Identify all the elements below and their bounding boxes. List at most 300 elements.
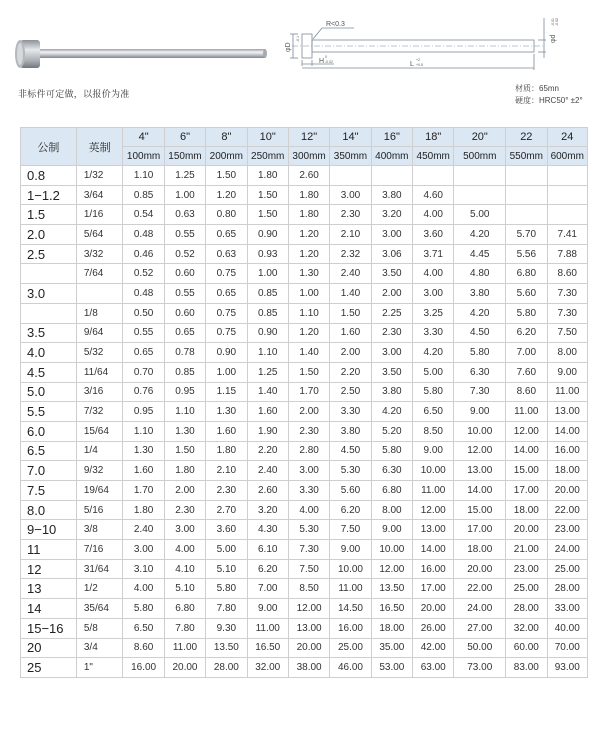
price-cell: 6.50 (413, 402, 454, 422)
price-cell: 5.80 (206, 579, 247, 599)
price-cell: 22.00 (547, 500, 588, 520)
price-cell: 1.15 (206, 382, 247, 402)
inch-size-cell: 1/32 (76, 166, 123, 186)
metric-size-cell: 14 (21, 599, 77, 619)
price-cell: 1.80 (123, 500, 164, 520)
head-height-tolerance-top: 0 (325, 55, 327, 59)
table-row (21, 618, 588, 638)
price-cell: 10.00 (454, 421, 506, 441)
price-cell: 0.48 (123, 284, 164, 304)
price-cell: 6.80 (371, 481, 412, 501)
price-cell: 0.75 (206, 303, 247, 323)
price-cell: 2.60 (247, 481, 288, 501)
length-header-inch: 24 (547, 128, 588, 147)
price-cell: 8.00 (547, 343, 588, 363)
price-cell: 0.55 (164, 225, 205, 245)
price-cell: 1.80 (288, 185, 329, 205)
price-cell: 12.00 (413, 500, 454, 520)
price-cell: 1.10 (288, 303, 329, 323)
price-cell: 7.30 (547, 303, 588, 323)
price-cell: 26.00 (413, 618, 454, 638)
price-cell: 8.50 (288, 579, 329, 599)
price-cell: 3.00 (371, 225, 412, 245)
price-cell: 1.00 (288, 284, 329, 304)
length-header-inch: 6" (164, 128, 205, 147)
price-cell: 3.50 (371, 362, 412, 382)
shank-diameter-tolerance-top: -0.01 (551, 18, 555, 26)
price-cell: 5.20 (371, 421, 412, 441)
price-cell: 7.30 (547, 284, 588, 304)
price-cell: 18.00 (547, 461, 588, 481)
metric-size-cell: 12 (21, 559, 77, 579)
price-cell: 2.30 (330, 205, 371, 225)
price-cell: 5.56 (506, 244, 547, 264)
price-cell: 13.50 (371, 579, 412, 599)
inch-size-cell: 7/16 (76, 540, 123, 560)
price-cell: 4.60 (413, 185, 454, 205)
price-cell: 3.20 (247, 500, 288, 520)
price-cell: 13.00 (547, 402, 588, 422)
metric-size-cell: 4.0 (21, 343, 77, 363)
price-cell: 4.20 (454, 225, 506, 245)
price-cell: 20.00 (164, 658, 205, 678)
price-cell: 11.00 (506, 402, 547, 422)
price-cell: 25.00 (506, 579, 547, 599)
price-cell: 4.10 (164, 559, 205, 579)
price-cell: 73.00 (454, 658, 506, 678)
price-cell: 4.50 (330, 441, 371, 461)
price-cell: 17.00 (413, 579, 454, 599)
price-cell: 8.60 (506, 382, 547, 402)
length-header-inch: 16" (371, 128, 412, 147)
metric-size-cell: 13 (21, 579, 77, 599)
price-cell: 1.00 (206, 362, 247, 382)
price-cell: 50.00 (454, 638, 506, 658)
metric-size-cell (21, 264, 77, 284)
price-cell: 14.50 (330, 599, 371, 619)
inch-size-cell: 1/8 (76, 303, 123, 323)
price-cell: 1.10 (164, 402, 205, 422)
price-cell: 9.00 (413, 441, 454, 461)
price-cell: 0.90 (206, 343, 247, 363)
price-cell: 16.50 (371, 599, 412, 619)
price-cell: 4.20 (413, 343, 454, 363)
price-cell: 0.55 (123, 323, 164, 343)
price-cell: 2.30 (206, 481, 247, 501)
price-cell: 6.30 (454, 362, 506, 382)
price-cell: 3.10 (123, 559, 164, 579)
price-cell: 42.00 (413, 638, 454, 658)
price-cell: 0.85 (164, 362, 205, 382)
price-cell: 25.00 (547, 559, 588, 579)
table-row (21, 481, 588, 501)
head-diameter-tolerance: -0.1 (296, 35, 300, 42)
price-cell: 9.00 (247, 599, 288, 619)
price-cell (547, 205, 588, 225)
price-cell: 5.00 (454, 205, 506, 225)
price-cell: 0.54 (123, 205, 164, 225)
price-cell: 1.70 (123, 481, 164, 501)
price-cell: 0.80 (206, 205, 247, 225)
price-cell: 16.00 (123, 658, 164, 678)
price-cell: 4.20 (454, 303, 506, 323)
length-header-mm: 100mm (123, 147, 164, 166)
price-cell: 28.00 (506, 599, 547, 619)
price-cell: 1.60 (247, 402, 288, 422)
price-cell: 93.00 (547, 658, 588, 678)
price-cell: 5.70 (506, 225, 547, 245)
price-cell: 0.95 (164, 382, 205, 402)
price-cell: 6.80 (164, 599, 205, 619)
price-cell: 0.85 (247, 284, 288, 304)
price-cell (454, 185, 506, 205)
price-cell: 15.00 (506, 461, 547, 481)
price-cell: 14.00 (413, 540, 454, 560)
material-spec: 材质：65mn (515, 84, 560, 93)
price-cell: 7.30 (454, 382, 506, 402)
price-cell: 5.30 (288, 520, 329, 540)
metric-column-header: 公制 (21, 128, 77, 166)
length-header-mm: 350mm (330, 147, 371, 166)
price-cell: 14.00 (506, 441, 547, 461)
price-cell: 0.90 (247, 323, 288, 343)
price-cell: 3.06 (371, 244, 412, 264)
price-cell: 16.00 (330, 618, 371, 638)
price-cell: 2.30 (164, 500, 205, 520)
price-cell: 9.00 (371, 520, 412, 540)
length-header-inch: 4" (123, 128, 164, 147)
price-cell: 28.00 (206, 658, 247, 678)
inch-size-cell: 3/64 (76, 185, 123, 205)
price-cell: 7.00 (506, 343, 547, 363)
price-cell: 14.00 (454, 481, 506, 501)
price-cell: 3.20 (371, 205, 412, 225)
price-cell: 0.95 (123, 402, 164, 422)
price-cell: 1.25 (247, 362, 288, 382)
price-cell: 20.00 (288, 638, 329, 658)
price-cell: 1.80 (288, 205, 329, 225)
price-cell: 3.80 (371, 185, 412, 205)
price-cell: 32.00 (506, 618, 547, 638)
metric-size-cell: 2.5 (21, 244, 77, 264)
metric-size-cell: 7.5 (21, 481, 77, 501)
price-cell: 18.00 (371, 618, 412, 638)
price-cell: 3.30 (288, 481, 329, 501)
price-cell: 46.00 (330, 658, 371, 678)
table-row (21, 382, 588, 402)
price-cell: 3.80 (330, 421, 371, 441)
price-cell: 16.50 (247, 638, 288, 658)
table-row (21, 540, 588, 560)
hardness-spec: 硬度：HRC50° ±2° (515, 96, 583, 105)
price-cell: 1.20 (288, 225, 329, 245)
table-row (21, 421, 588, 441)
table-row (21, 264, 588, 284)
price-cell: 6.50 (123, 618, 164, 638)
price-cell: 2.40 (330, 264, 371, 284)
metric-size-cell: 15−16 (21, 618, 77, 638)
price-cell: 17.00 (506, 481, 547, 501)
inch-size-cell: 1/4 (76, 441, 123, 461)
price-cell: 1.60 (206, 421, 247, 441)
price-cell: 17.00 (454, 520, 506, 540)
length-header-mm: 150mm (164, 147, 205, 166)
price-cell: 9.30 (206, 618, 247, 638)
price-cell: 0.63 (206, 244, 247, 264)
price-cell: 1.30 (288, 264, 329, 284)
table-row (21, 244, 588, 264)
price-cell: 2.25 (371, 303, 412, 323)
length-header-mm: 200mm (206, 147, 247, 166)
price-cell: 0.76 (123, 382, 164, 402)
length-header-mm: 300mm (288, 147, 329, 166)
price-cell (330, 166, 371, 186)
price-cell: 1.30 (206, 402, 247, 422)
price-cell: 13.00 (454, 461, 506, 481)
price-cell: 60.00 (506, 638, 547, 658)
price-cell: 83.00 (506, 658, 547, 678)
inch-size-cell: 5/32 (76, 343, 123, 363)
table-row (21, 658, 588, 678)
price-cell: 7.50 (330, 520, 371, 540)
price-cell: 18.00 (506, 500, 547, 520)
price-cell: 3.80 (371, 382, 412, 402)
price-cell: 38.00 (288, 658, 329, 678)
price-cell: 0.75 (206, 323, 247, 343)
price-cell: 1.60 (330, 323, 371, 343)
price-cell: 3.25 (413, 303, 454, 323)
table-row (21, 323, 588, 343)
metric-size-cell: 3.0 (21, 284, 77, 304)
inch-column-header: 英制 (76, 128, 123, 166)
inch-size-cell: 1" (76, 658, 123, 678)
price-cell: 1.80 (164, 461, 205, 481)
price-cell: 7.88 (547, 244, 588, 264)
price-cell: 1.80 (247, 166, 288, 186)
price-cell: 2.00 (288, 402, 329, 422)
price-cell: 3.30 (330, 402, 371, 422)
price-cell: 2.60 (288, 166, 329, 186)
price-cell: 18.00 (454, 540, 506, 560)
price-cell: 11.00 (547, 382, 588, 402)
price-cell: 20.00 (547, 481, 588, 501)
price-cell: 23.00 (506, 559, 547, 579)
price-cell: 63.00 (413, 658, 454, 678)
price-cell: 0.65 (164, 323, 205, 343)
price-cell: 0.65 (206, 225, 247, 245)
price-cell: 4.20 (371, 402, 412, 422)
table-row (21, 638, 588, 658)
price-cell: 0.52 (164, 244, 205, 264)
price-cell: 70.00 (547, 638, 588, 658)
price-cell: 0.70 (123, 362, 164, 382)
price-cell: 1.00 (164, 185, 205, 205)
price-cell: 3.00 (288, 461, 329, 481)
table-row (21, 205, 588, 225)
price-cell: 20.00 (506, 520, 547, 540)
inch-size-cell: 9/32 (76, 461, 123, 481)
table-row (21, 166, 588, 186)
price-cell: 6.80 (506, 264, 547, 284)
table-row (21, 225, 588, 245)
price-cell: 1.10 (123, 166, 164, 186)
inch-size-cell: 9/64 (76, 323, 123, 343)
price-cell: 0.85 (123, 185, 164, 205)
price-cell: 2.30 (288, 421, 329, 441)
price-cell: 6.20 (506, 323, 547, 343)
price-cell: 7.00 (247, 579, 288, 599)
price-cell: 1.70 (288, 382, 329, 402)
metric-size-cell: 7.0 (21, 461, 77, 481)
price-cell: 13.50 (206, 638, 247, 658)
price-cell: 16.00 (547, 441, 588, 461)
price-cell: 11.00 (247, 618, 288, 638)
price-cell: 11.00 (413, 481, 454, 501)
price-cell: 2.10 (206, 461, 247, 481)
price-cell: 5.30 (330, 461, 371, 481)
price-cell: 0.60 (164, 303, 205, 323)
length-tolerance-top: +2 (416, 58, 420, 62)
price-cell: 7.60 (506, 362, 547, 382)
inch-size-cell: 5/16 (76, 500, 123, 520)
price-cell: 5.10 (164, 579, 205, 599)
price-cell: 8.60 (123, 638, 164, 658)
metric-size-cell: 1.5 (21, 205, 77, 225)
inch-size-cell: 3/4 (76, 638, 123, 658)
price-cell: 13.00 (413, 520, 454, 540)
price-cell: 4.80 (454, 264, 506, 284)
metric-size-cell: 25 (21, 658, 77, 678)
price-cell: 0.90 (247, 225, 288, 245)
table-row (21, 343, 588, 363)
price-cell: 5.60 (330, 481, 371, 501)
price-cell: 1.50 (330, 303, 371, 323)
length-header-mm: 600mm (547, 147, 588, 166)
ejector-pin-technical-drawing (282, 14, 604, 84)
price-cell (413, 166, 454, 186)
price-cell: 4.00 (123, 579, 164, 599)
shank-diameter-label: φd (550, 34, 557, 43)
price-cell (506, 185, 547, 205)
length-header-mm: 450mm (413, 147, 454, 166)
inch-size-cell: 7/32 (76, 402, 123, 422)
price-cell: 16.00 (413, 559, 454, 579)
price-cell: 7.41 (547, 225, 588, 245)
inch-size-cell: 11/64 (76, 362, 123, 382)
price-cell: 7.80 (164, 618, 205, 638)
table-row (21, 461, 588, 481)
price-cell: 3.00 (123, 540, 164, 560)
price-cell (506, 205, 547, 225)
price-cell: 1.50 (164, 441, 205, 461)
price-cell: 1.50 (206, 166, 247, 186)
price-cell: 5.60 (506, 284, 547, 304)
price-cell: 1.50 (288, 362, 329, 382)
price-cell: 9.00 (330, 540, 371, 560)
price-cell: 2.32 (330, 244, 371, 264)
price-cell: 1.10 (123, 421, 164, 441)
metric-size-cell: 3.5 (21, 323, 77, 343)
price-cell: 7.50 (547, 323, 588, 343)
price-cell: 5.80 (371, 441, 412, 461)
price-cell: 40.00 (547, 618, 588, 638)
length-header-inch: 10" (247, 128, 288, 147)
table-row (21, 441, 588, 461)
price-cell: 9.00 (547, 362, 588, 382)
price-cell: 5.00 (413, 362, 454, 382)
price-cell: 4.00 (413, 264, 454, 284)
price-cell: 23.00 (547, 520, 588, 540)
table-row (21, 559, 588, 579)
price-cell (547, 166, 588, 186)
table-row (21, 500, 588, 520)
length-header-inch: 22 (506, 128, 547, 147)
price-cell: 3.80 (454, 284, 506, 304)
metric-size-cell: 5.5 (21, 402, 77, 422)
price-cell: 0.52 (123, 264, 164, 284)
inch-size-cell: 3/8 (76, 520, 123, 540)
price-cell: 6.30 (371, 461, 412, 481)
price-cell: 13.00 (288, 618, 329, 638)
price-cell: 6.20 (247, 559, 288, 579)
price-cell: 11.00 (330, 579, 371, 599)
price-cell: 24.00 (454, 599, 506, 619)
price-cell: 22.00 (454, 579, 506, 599)
inch-size-cell: 35/64 (76, 599, 123, 619)
price-cell: 10.00 (330, 559, 371, 579)
inch-size-cell (76, 284, 123, 304)
metric-size-cell: 5.0 (21, 382, 77, 402)
head-diameter-label: φD (285, 42, 292, 52)
price-cell: 7.50 (288, 559, 329, 579)
price-cell: 12.00 (506, 421, 547, 441)
price-cell: 1.00 (247, 264, 288, 284)
price-cell: 2.50 (330, 382, 371, 402)
price-cell: 20.00 (413, 599, 454, 619)
table-row (21, 303, 588, 323)
length-tolerance-bottom: +0.5 (416, 63, 423, 67)
length-label: L (410, 61, 414, 68)
price-cell: 3.60 (413, 225, 454, 245)
metric-size-cell: 0.8 (21, 166, 77, 186)
price-cell: 3.71 (413, 244, 454, 264)
price-cell: 0.63 (164, 205, 205, 225)
price-cell: 9.00 (454, 402, 506, 422)
price-cell: 0.85 (247, 303, 288, 323)
price-cell: 4.50 (454, 323, 506, 343)
price-cell: 6.20 (330, 500, 371, 520)
price-cell: 1.50 (247, 205, 288, 225)
price-cell: 14.00 (547, 421, 588, 441)
price-cell: 1.40 (330, 284, 371, 304)
price-cell: 35.00 (371, 638, 412, 658)
price-cell: 2.00 (164, 481, 205, 501)
price-cell: 4.00 (413, 205, 454, 225)
header-row-inch (21, 128, 588, 147)
inch-size-cell: 5/8 (76, 618, 123, 638)
price-cell: 24.00 (547, 540, 588, 560)
price-cell: 20.00 (454, 559, 506, 579)
price-cell: 2.00 (371, 284, 412, 304)
price-cell: 2.80 (288, 441, 329, 461)
price-cell: 7.80 (206, 599, 247, 619)
price-cell: 0.93 (247, 244, 288, 264)
price-cell: 6.10 (247, 540, 288, 560)
price-cell: 1.25 (164, 166, 205, 186)
price-cell: 1.30 (123, 441, 164, 461)
inch-size-cell: 3/16 (76, 382, 123, 402)
ejector-pin-photo (6, 36, 268, 76)
